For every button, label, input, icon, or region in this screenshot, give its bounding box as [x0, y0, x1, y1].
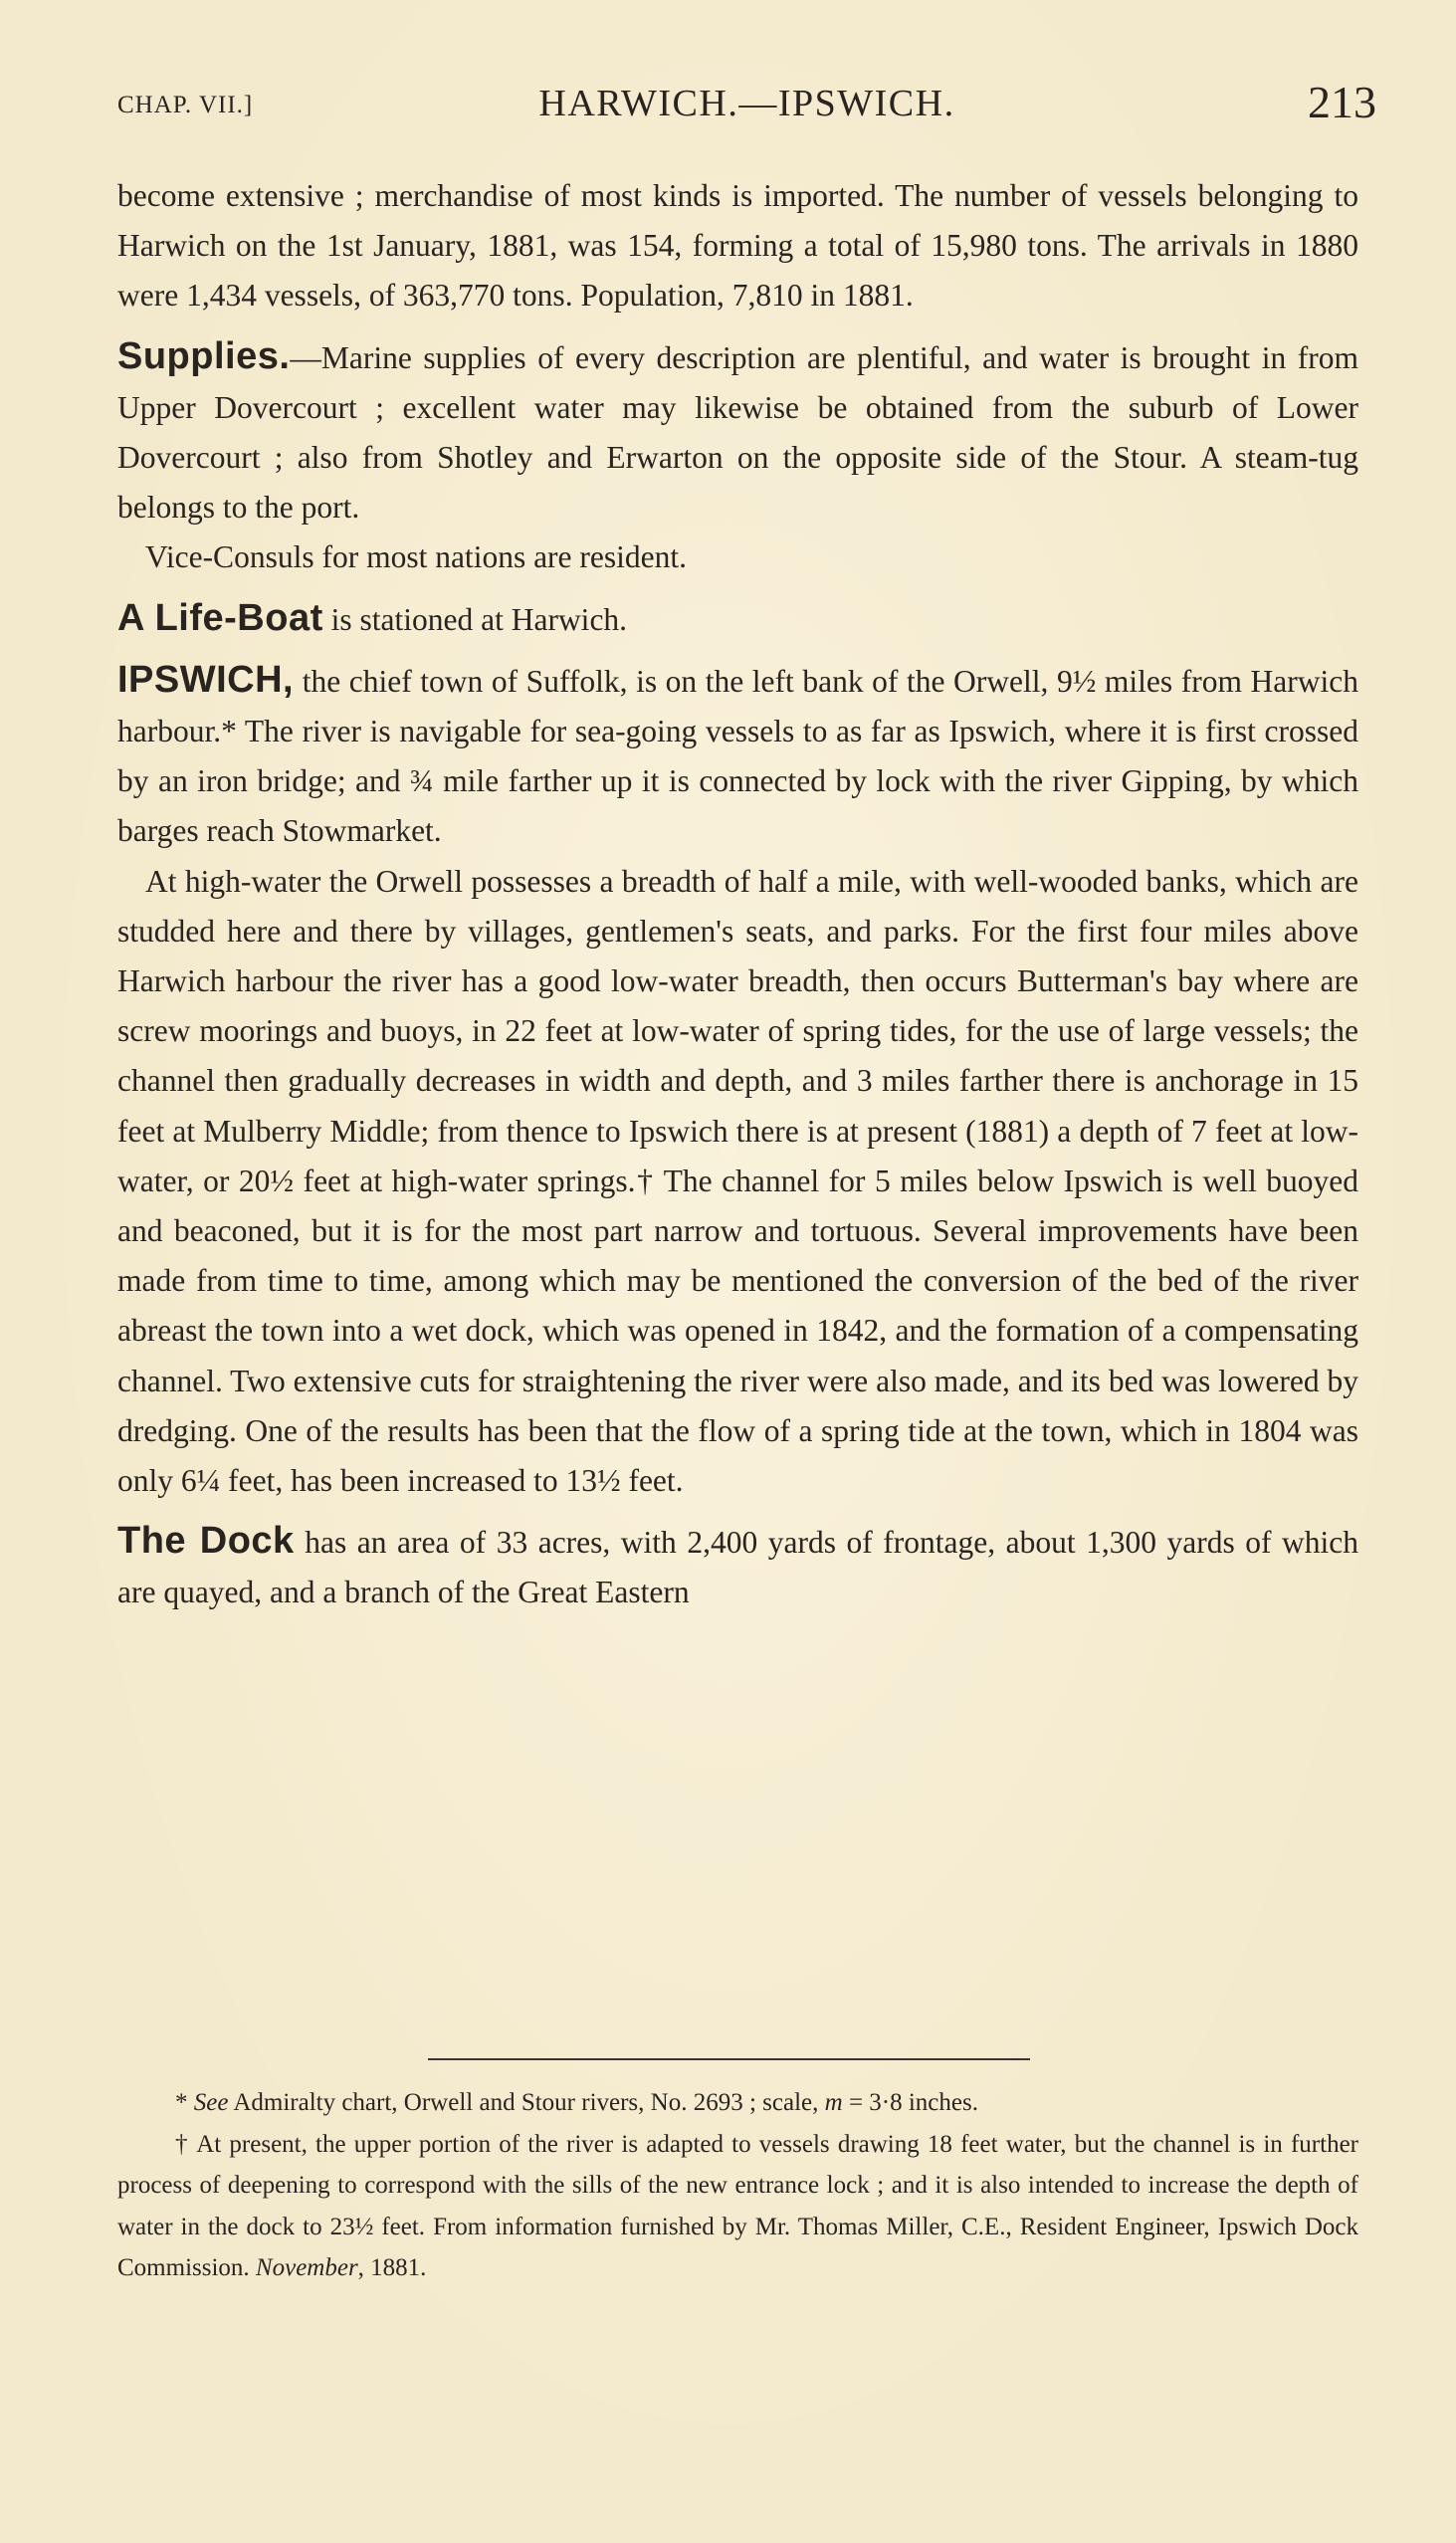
- footnote-divider: [428, 2058, 1030, 2060]
- footnote-month: November: [255, 2254, 358, 2281]
- life-boat-heading: A Life-Boat: [117, 596, 323, 639]
- page-header: [117, 78, 1376, 137]
- main-text: [117, 171, 1358, 1618]
- ipswich-heading: IPSWICH,: [117, 658, 295, 701]
- supplies-heading: Supplies.: [117, 334, 291, 377]
- paragraph-orwell-high-water: At high-water the Orwell possesses a breadth of half a mile, with well-wooded banks, which are studded here and there by villages, gentlemen's seats, and parks. For the first four miles above Harwich harbour the river has a good low-water breadth, then occurs Butterman's bay where are screw moorings and buoys, in 22 feet at low-water of spring tides, for the use of large vessels; the channel then gradually decreases in width and depth, and 3 miles farther there is anchorage in 15 feet at Mulberry Middle; from thence to Ipswich there is at present (1881) a depth of 7 feet at low-water, or 20½ feet at high-water springs.† The channel for 5 miles below Ipswich is well buoyed and beaconed, but it is for the most part narrow and tortuous. Several improvements have been made from time to time, among which may be mentioned the conversion of the bed of the river abreast the town into a wet dock, which was opened in 1842, and the formation of a compensating channel. Two extensive cuts for straightening the river were also made, and its bed was lowered by dredging. One of the results has been that the flow of a spring tide at the town, which in 1804 was only 6¼ feet, has been increased to 13½ feet.: [117, 863, 1358, 1499]
- life-boat-text: is stationed at Harwich.: [322, 601, 628, 637]
- footnote-year: , 1881.: [357, 2254, 427, 2281]
- supplies-text: —Marine supplies of every description are plentiful, and water is brought in from Upper Dovercourt ; excellent water may likewise be obtained from the suburb of Lower Dovercourt ; also from Shotley and Erwarton on the opposite side of the Stour. A steam-tug belongs to the port.: [117, 339, 1358, 526]
- paragraph-harwich-trade: become extensive ; merchandise of most kinds is imported. The number of vessels belonging to Harwich on the 1st January, 1881, was 154, forming a total of 15,980 tons. The arrivals in 1880 were 1,434 vessels, of 363,770 tons. Population, 7,810 in 1881.: [117, 178, 1358, 314]
- footnote-dagger: [117, 2124, 1358, 2289]
- footnote-scale-symbol: m: [824, 2089, 843, 2116]
- footnotes: [117, 2082, 1358, 2289]
- footnote-asterisk: *: [175, 2089, 194, 2116]
- dock-heading: The Dock: [117, 1520, 295, 1563]
- chapter-reference: CHAP. VII.]: [117, 92, 254, 118]
- footnote-see: See: [193, 2089, 229, 2116]
- ipswich-text: the chief town of Suffolk, is on the left bank of the Orwell, 9½ miles from Harwich harbour.* The river is navigable for sea-going vessels to as far as Ipswich, where it is first crossed by an iron bridge; and ¾ mile farther up it is connected by lock with the river Gipping, by which barges reach Stowmarket.: [117, 663, 1358, 849]
- page-number: 213: [1308, 77, 1376, 127]
- paragraph-supplies: [117, 331, 1358, 533]
- paragraph-vice-consuls: Vice-Consuls for most nations are resident.: [145, 539, 687, 575]
- footnote-chart-text: Admiralty chart, Orwell and Stour rivers, No. 2693 ; scale,: [228, 2089, 825, 2116]
- footnote-dagger-text: † At present, the upper portion of the river is adapted to vessels drawing 18 feet water, but the channel is in further process of deepening to correspond with the sills of the new entrance lock ; and it is also intended to increase the depth of water in the dock to 23½ feet. From information furnished by Mr. Thomas Miller, C.E., Resident Engineer, Ipswich Dock Commission.: [117, 2130, 1358, 2281]
- footnote-admiralty-chart: [117, 2082, 1358, 2124]
- paragraph-life-boat: [117, 593, 1358, 645]
- paragraph-dock: [117, 1516, 1358, 1617]
- running-title: HARWICH.—IPSWICH.: [538, 83, 955, 124]
- paragraph-ipswich: [117, 655, 1358, 857]
- footnote-scale-value: = 3·8 inches.: [842, 2089, 978, 2116]
- dock-text: has an area of 33 acres, with 2,400 yards of frontage, about 1,300 yards of which are quayed, and a branch of the Great Eastern: [117, 1525, 1358, 1610]
